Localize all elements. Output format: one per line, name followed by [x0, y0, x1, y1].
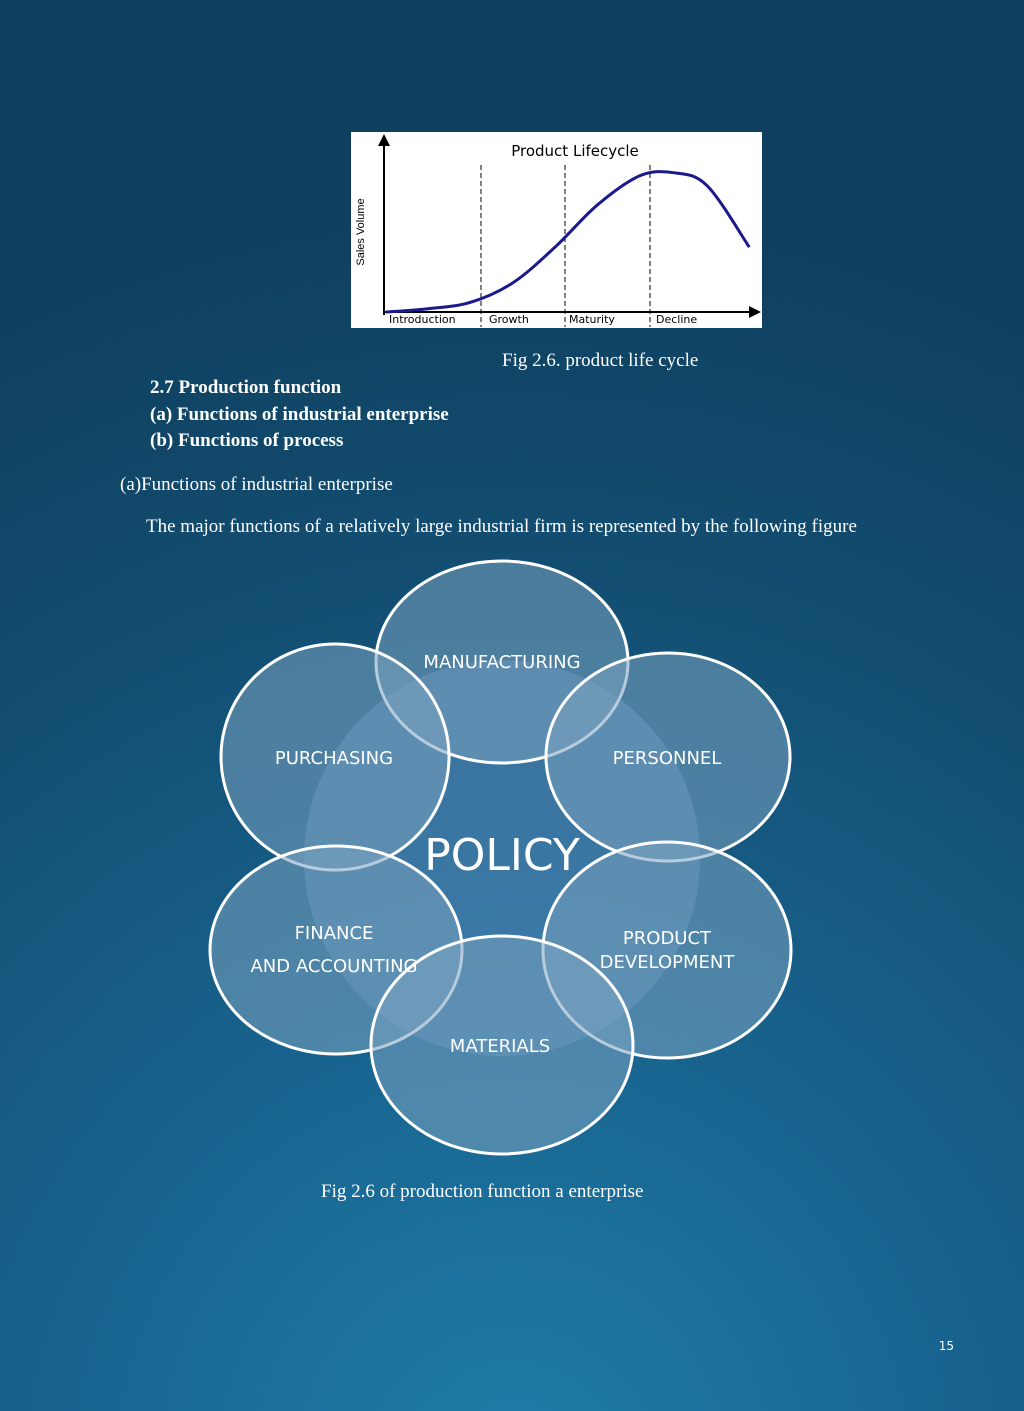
- y-axis-label: Sales Volume: [355, 198, 367, 266]
- finance-label-line1: FINANCE: [294, 923, 374, 944]
- subheading-industrial-enterprise: (a)Functions of industrial enterprise: [120, 474, 393, 495]
- purchasing-label: PURCHASING: [274, 748, 394, 769]
- materials-label: MATERIALS: [449, 1036, 551, 1057]
- section-heading: 2.7 Production function: [150, 377, 342, 398]
- finance-label-line2: AND ACCOUNTING: [250, 956, 418, 977]
- stage-label-maturity: Maturity: [569, 313, 615, 326]
- manufacturing-label: MANUFACTURING: [423, 652, 581, 673]
- personnel-label: PERSONNEL: [612, 748, 722, 769]
- stage-label-introduction: Introduction: [389, 313, 456, 326]
- chart-title: Product Lifecycle: [511, 142, 639, 160]
- subsection-heading-a: (a) Functions of industrial enterprise: [150, 404, 449, 425]
- intro-paragraph: The major functions of a relatively large industrial firm is represented by the following figure: [146, 516, 857, 537]
- figure-caption-lifecycle: Fig 2.6. product life cycle: [502, 350, 699, 371]
- product-label-line2: DEVELOPMENT: [599, 952, 735, 973]
- stage-label-growth: Growth: [489, 313, 529, 326]
- stage-label-decline: Decline: [656, 313, 698, 326]
- subsection-heading-b: (b) Functions of process: [150, 430, 344, 451]
- figure-caption-functions: Fig 2.6 of production function a enterprise: [321, 1181, 644, 1202]
- page-number: 15: [938, 1339, 954, 1353]
- product-label-line1: PRODUCT: [622, 928, 712, 949]
- policy-label: POLICY: [424, 830, 580, 881]
